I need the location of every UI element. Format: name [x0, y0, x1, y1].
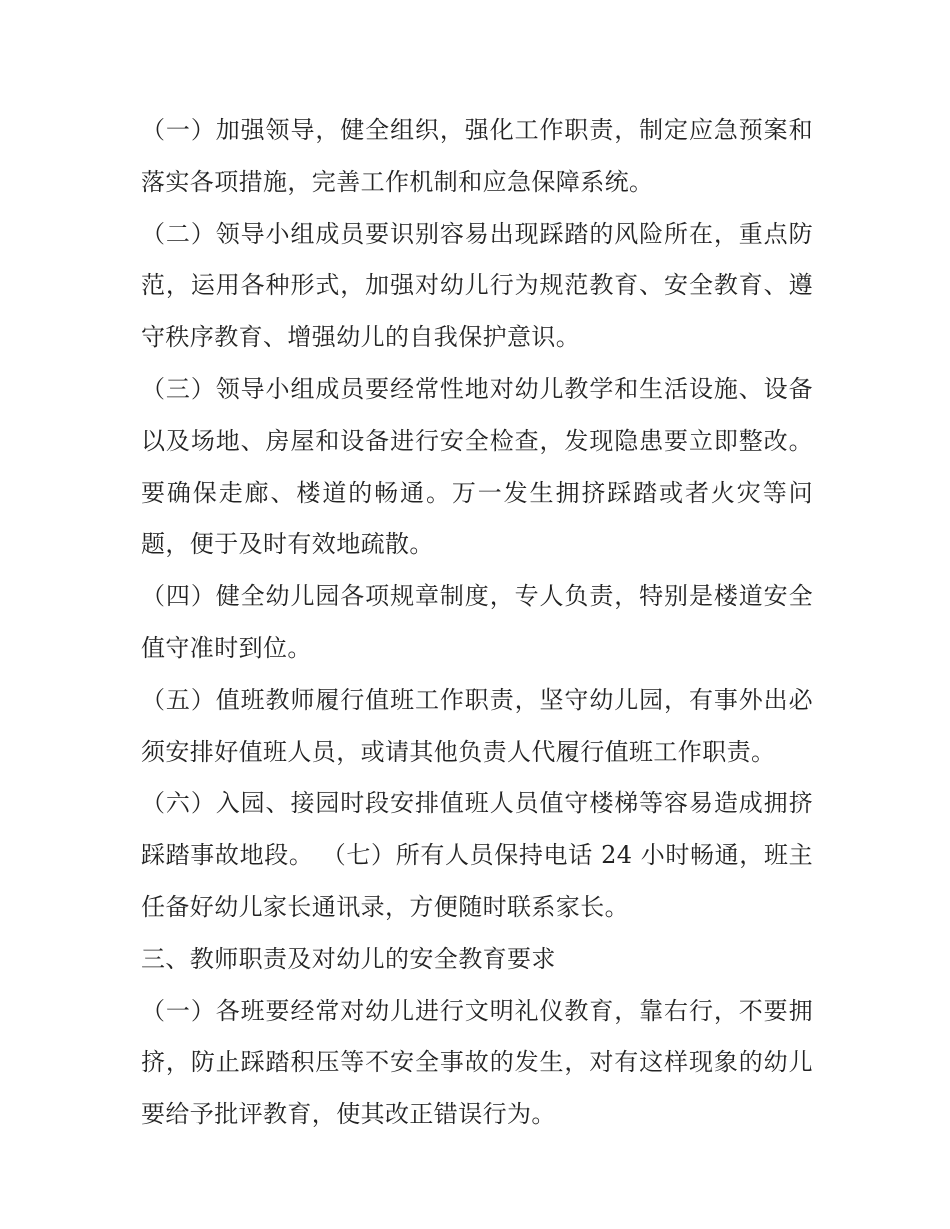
paragraph-1 [141, 105, 813, 209]
text-line: 值守准时到位。 [141, 633, 312, 662]
text-line: （六）入园、接园时段安排值班人员值守楼梯等容易造成拥挤 [141, 789, 813, 818]
document-body [141, 105, 813, 1141]
text-line: 任备好幼儿家长通讯录，方便随时联系家长。 [141, 892, 629, 921]
paragraph-2 [141, 209, 813, 364]
paragraph-4 [141, 571, 813, 675]
text-line: 挤，防止踩踏积压等不安全事故的发生，对有这样现象的幼儿 [141, 1048, 813, 1077]
text-line: （三）领导小组成员要经常性地对幼儿教学和生活设施、设备 [141, 374, 813, 403]
text-line: （二）领导小组成员要识别容易出现踩踏的风险所在，重点防 [141, 219, 813, 248]
heading-line: 三、教师职责及对幼儿的安全教育要求 [141, 944, 556, 973]
text-line: 须安排好值班人员，或请其他负责人代履行值班工作职责。 [141, 737, 776, 766]
text-line: 以及场地、房屋和设备进行安全检查，发现隐患要立即整改。 [141, 426, 813, 455]
text-line: 落实各项措施，完善工作机制和应急保障系统。 [141, 167, 654, 196]
section-heading [141, 934, 813, 986]
paragraph-5 [141, 675, 813, 779]
text-line: 范，运用各种形式，加强对幼儿行为规范教育、安全教育、遵 [141, 271, 813, 300]
text-line: （四）健全幼儿园各项规章制度，专人负责，特别是楼道安全 [141, 582, 813, 611]
text-line: （五）值班教师履行值班工作职责，坚守幼儿园，有事外出必 [141, 685, 813, 714]
text-line: 守秩序教育、增强幼儿的自我保护意识。 [141, 323, 581, 352]
text-line: 要给予批评教育，使其改正错误行为。 [141, 1100, 556, 1129]
paragraph-3 [141, 364, 813, 571]
text-line: 要确保走廊、楼道的畅通。万一发生拥挤踩踏或者火灾等问 [141, 478, 813, 507]
text-line: （一）加强领导，健全组织，强化工作职责，制定应急预案和 [141, 116, 813, 144]
text-line: （一）各班要经常对幼儿进行文明礼仪教育，靠右行，不要拥 [141, 996, 813, 1025]
text-line: 踩踏事故地段。 （七）所有人员保持电话 24 小时畅通，班主 [141, 841, 813, 870]
paragraph-7 [141, 986, 813, 1141]
text-line: 题，便于及时有效地疏散。 [141, 530, 434, 559]
paragraph-6 [141, 778, 813, 933]
